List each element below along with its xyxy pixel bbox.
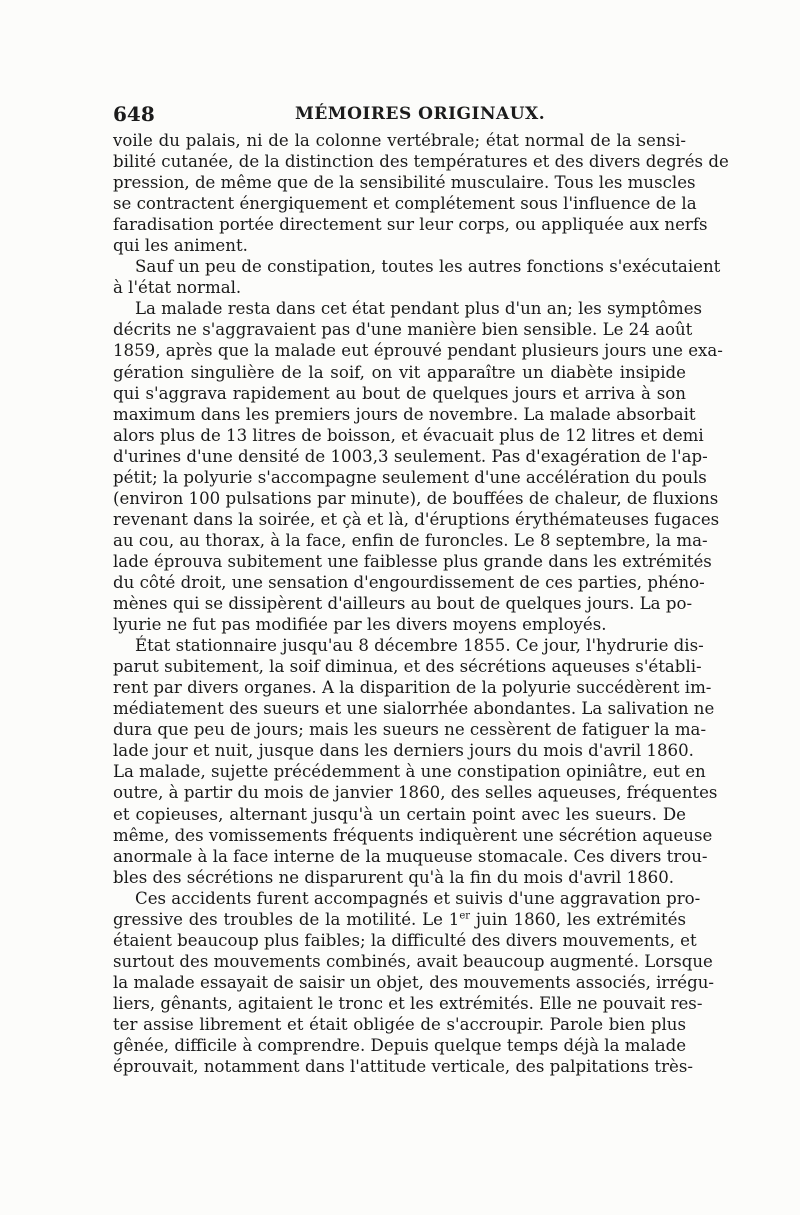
text-line: voile du palais, ni de la colonne vertébrale; état normal de la sensi- — [113, 131, 686, 150]
text-line: outre, à partir du mois de janvier 1860, des selles aqueuses, fréquentes — [113, 783, 718, 803]
text-line: dura que peu de jours; mais les sueurs ne cessèrent de fatiguer la ma- — [113, 720, 707, 740]
text-line: d'urines d'une densité de 1003,3 seulement. Pas d'exagération de l'ap- — [113, 446, 708, 466]
text-line: qui les animent. — [113, 236, 248, 256]
text-line: au cou, au thorax, à la face, enfin de furoncles. Le 8 septembre, la ma- — [113, 530, 708, 550]
text-line: bilité cutanée, de la distinction des températures et des divers degrés de — [113, 152, 729, 172]
text-line: rent par divers organes. A la disparition de la polyurie succédèrent im- — [113, 678, 712, 698]
text-line-with-superscript — [113, 909, 686, 930]
running-title: MÉMOIRES ORIGINAUX. — [295, 104, 546, 124]
body-text — [113, 130, 729, 1077]
text-line: 1859, après que la malade eut éprouvé pendant plusieurs jours une exa- — [113, 341, 723, 361]
text-line: lade jour et nuit, jusque dans les derniers jours du mois d'avril 1860. — [113, 741, 694, 761]
text-line: du côté droit, une sensation d'engourdissement de ces parties, phéno- — [113, 572, 705, 592]
text-line: Ces accidents furent accompagnés et suivis d'une aggravation pro- — [135, 888, 701, 908]
page-number: 648 — [113, 102, 155, 126]
text-line: faradisation portée directement sur leur corps, ou appliquée aux nerfs — [113, 215, 708, 235]
text-line: surtout des mouvements combinés, avait beaucoup augmenté. Lorsque — [113, 951, 713, 971]
text-line: à l'état normal. — [113, 278, 242, 298]
text-line: pression, de même que de la sensibilité musculaire. Tous les muscles — [113, 173, 696, 193]
text-fragment: gressive des troubles de la motilité. Le 1 — [113, 909, 460, 929]
text-line: La malade resta dans cet état pendant plus d'un an; les symptômes — [135, 299, 703, 319]
text-line: gênée, difficile à comprendre. Depuis quelque temps déjà la malade — [113, 1036, 687, 1056]
paragraph — [113, 130, 729, 256]
text-fragment: juin 1860, les extrémités — [470, 909, 687, 929]
text-line: qui s'aggrava rapidement au bout de quelques jours et arriva à son — [113, 383, 686, 403]
paragraph — [113, 888, 715, 1077]
text-line: ter assise librement et était obligée de s'accroupir. Parole bien plus — [113, 1014, 686, 1034]
text-line: mènes qui se dissipèrent d'ailleurs au bout de quelques jours. La po- — [113, 594, 693, 614]
text-line: lyurie ne fut pas modifiée par les divers moyens employés. — [113, 615, 607, 635]
text-line: se contractent énergiquement et complétement sous l'influence de la — [113, 194, 697, 214]
text-line: alors plus de 13 litres de boisson, et évacuait plus de 12 litres et demi — [113, 425, 704, 445]
text-line: et copieuses, alternant jusqu'à un certain point avec les sueurs. De — [113, 804, 686, 824]
text-line: éprouvait, notamment dans l'attitude verticale, des palpitations très- — [113, 1057, 693, 1077]
text-line: La malade, sujette précédemment à une constipation opiniâtre, eut en — [113, 762, 706, 782]
ordinal-superscript: er — [459, 910, 471, 922]
paragraph — [113, 635, 718, 888]
text-line: même, des vomissements fréquents indiquèrent une sécrétion aqueuse — [113, 825, 713, 845]
paragraph — [113, 256, 721, 298]
text-line: parut subitement, la soif diminua, et des sécrétions aqueuses s'établi- — [113, 657, 702, 677]
text-line: pétit; la polyurie s'accompagne seulement d'une accélération du pouls — [113, 467, 707, 487]
text-line: liers, gênants, agitaient le tronc et les extrémités. Elle ne pouvait res- — [113, 993, 703, 1013]
text-line: anormale à la face interne de la muqueuse stomacale. Ces divers trou- — [113, 846, 708, 866]
paragraph — [113, 298, 723, 635]
text-line: (environ 100 pulsations par minute), de bouffées de chaleur, de fluxions — [113, 488, 719, 508]
text-line: État stationnaire jusqu'au 8 décembre 1855. Ce jour, l'hydrurie dis- — [135, 636, 704, 656]
text-line: étaient beaucoup plus faibles; la difficulté des divers mouvements, et — [113, 930, 697, 950]
text-line: maximum dans les premiers jours de novembre. La malade absorbait — [113, 404, 696, 424]
text-line: lade éprouva subitement une faiblesse plus grande dans les extrémités — [113, 551, 712, 571]
text-line: la malade essayait de saisir un objet, des mouvements associés, irrégu- — [113, 972, 715, 992]
text-line: gération singulière de la soif, on vit apparaître un diabète insipide — [113, 362, 686, 382]
text-line: décrits ne s'aggravaient pas d'une manière bien sensible. Le 24 août — [113, 320, 693, 340]
text-line: Sauf un peu de constipation, toutes les autres fonctions s'exécutaient — [135, 257, 721, 277]
text-line: revenant dans la soirée, et çà et là, d'éruptions érythémateuses fugaces — [113, 509, 720, 529]
text-line: médiatement des sueurs et une sialorrhée abondantes. La salivation ne — [113, 699, 715, 719]
text-line: bles des sécrétions ne disparurent qu'à la fin du mois d'avril 1860. — [113, 867, 675, 887]
running-head — [113, 98, 685, 128]
